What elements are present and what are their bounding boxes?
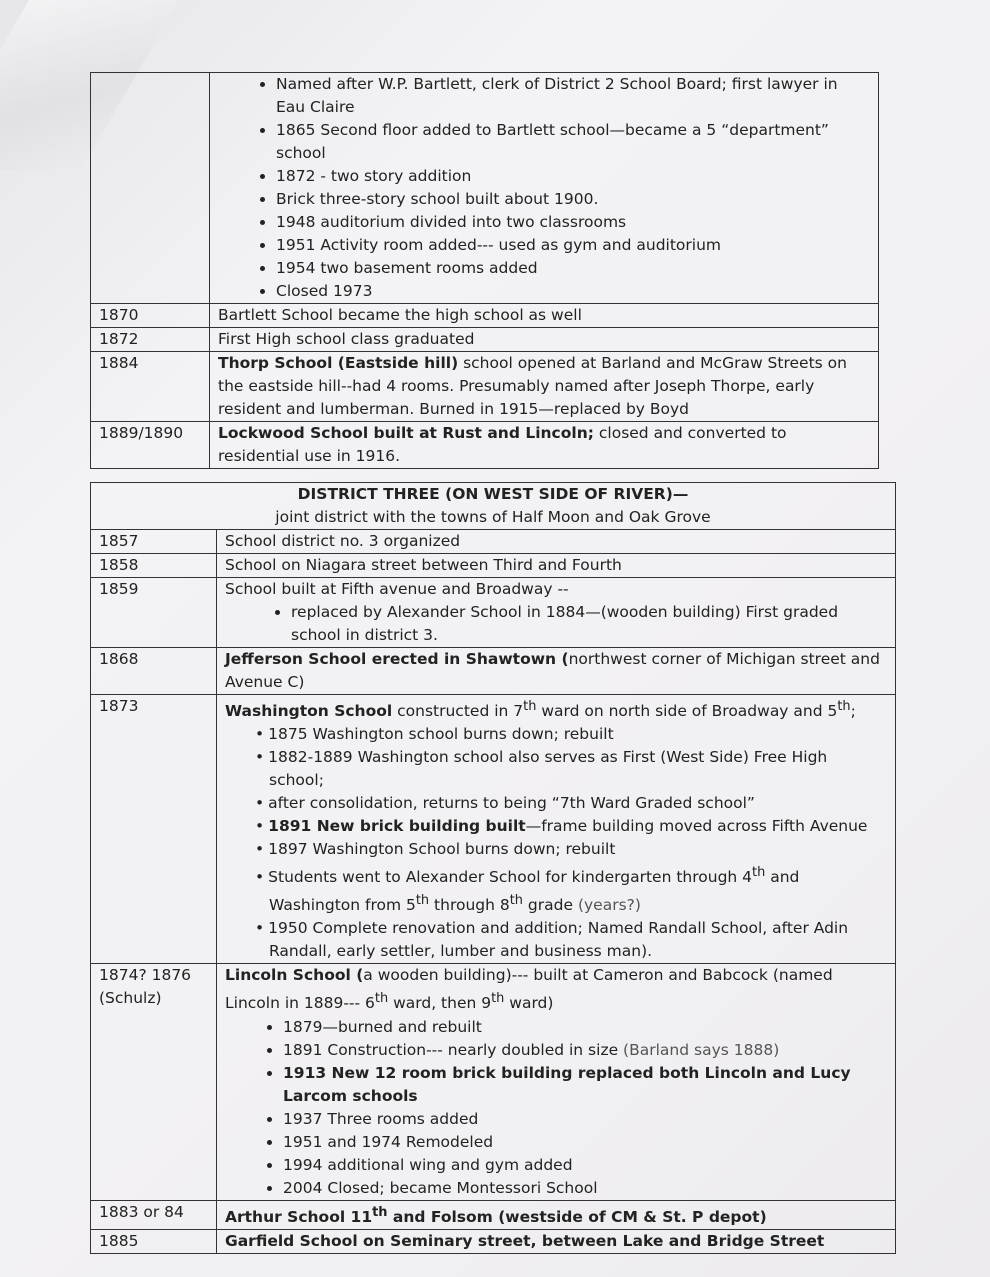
bold-text: 1891 New brick building built <box>268 817 526 836</box>
superscript: th <box>837 699 851 714</box>
year-cell: 1884 <box>91 352 210 422</box>
year-cell: 1885 <box>91 1229 217 1253</box>
year-cell: 1889/1890 <box>91 422 210 469</box>
detail-cell <box>217 1200 896 1229</box>
detail-text: ward on north side of Broadway and 5 <box>536 702 838 721</box>
superscript: th <box>491 991 505 1007</box>
list-item <box>269 861 887 917</box>
school-name: Lockwood School built at Rust and Lincoln; <box>218 424 594 442</box>
list-item: • 1872 - two story addition <box>276 165 870 188</box>
list-item: • 1950 Complete renovation and addition; Named Randall School, after Adin Randall, early settler, lumber and business man). <box>269 917 887 963</box>
table-row <box>91 648 896 695</box>
district-title: DISTRICT THREE (ON WEST SIDE OF RIVER)— <box>297 485 689 503</box>
detail-text: ; <box>850 702 856 721</box>
detail-text: ward) <box>504 994 554 1013</box>
superscript: th <box>372 1204 388 1220</box>
detail-text: closed and converted to residential use in 1916. <box>218 424 787 465</box>
school-name: Jefferson School erected in Shawtown ( <box>225 650 569 668</box>
detail-cell: School on Niagara street between Third and Fourth <box>217 554 896 578</box>
detail-cell: School district no. 3 organized <box>217 530 896 554</box>
list-item: • 1879—burned and rebuilt <box>283 1016 887 1039</box>
school-name <box>225 1204 767 1226</box>
list-item: • 1951 Activity room added--- used as gym and auditorium <box>276 234 870 257</box>
detail-text: Students went to Alexander School for kindergarten through 4 <box>268 868 753 887</box>
detail-text: school opened at Barland and McGraw Streets on the eastside hill--had 4 rooms. Presumably named after Joseph Thorpe, early resident and lumberman. Burned in 1915—replaced by Boyd <box>218 354 847 418</box>
year-cell: 1873 <box>91 695 217 964</box>
year-cell: 1870 <box>91 304 210 328</box>
detail-text: constructed in 7 <box>392 702 524 721</box>
list-item: • replaced by Alexander School in 1884—(wooden building) First graded school in district 3. <box>291 601 887 647</box>
detail-text: grade <box>523 896 578 915</box>
bold-text: and Folsom (westside of CM & St. P depot) <box>387 1207 767 1226</box>
district-three-table <box>90 482 896 1254</box>
year-cell: 1872 <box>91 328 210 352</box>
year-cell: 1858 <box>91 554 217 578</box>
list-item: • 1865 Second floor added to Bartlett school—became a 5 “department” school <box>276 119 870 165</box>
detail-text: a wooden building)--- built at Cameron and Babcock (named Lincoln in 1889--- 6 <box>225 966 833 1013</box>
district-subtitle: joint district with the towns of Half Moon and Oak Grove <box>275 508 711 526</box>
table-row <box>91 73 879 304</box>
table-row <box>91 1200 896 1229</box>
bullet-list <box>225 723 887 963</box>
detail-cell <box>217 964 896 1200</box>
superscript: th <box>509 893 523 909</box>
year-cell <box>91 73 210 304</box>
detail-cell <box>217 648 896 695</box>
detail-cell: First High school class graduated <box>210 328 879 352</box>
year-cell: 1883 or 84 <box>91 1200 217 1229</box>
table-row <box>91 422 879 469</box>
superscript: th <box>752 865 766 881</box>
table-row <box>91 554 896 578</box>
table-row <box>91 695 896 964</box>
year-cell: 1874? 1876 (Schulz) <box>91 964 217 1200</box>
list-item: • 2004 Closed; became Montessori School <box>283 1177 887 1200</box>
detail-text: School built at Fifth avenue and Broadway -- <box>225 580 569 598</box>
table-row <box>91 530 896 554</box>
list-item: • 1875 Washington school burns down; rebuilt <box>269 723 887 746</box>
table-row <box>91 304 879 328</box>
detail-text: —frame building moved across Fifth Avenue <box>525 817 868 836</box>
bullet-list <box>225 601 887 647</box>
table-row <box>91 1229 896 1253</box>
table-row <box>91 352 879 422</box>
detail-text: and Washington from 5 <box>269 868 800 915</box>
detail-cell: Bartlett School became the high school as well <box>210 304 879 328</box>
list-item: • Brick three-story school built about 1900. <box>276 188 870 211</box>
detail-cell <box>210 422 879 469</box>
school-name: Garfield School on Seminary street, between Lake and Bridge Street <box>225 1231 825 1250</box>
list-item: • 1954 two basement rooms added <box>276 257 870 280</box>
list-item: • Closed 1973 <box>276 280 870 303</box>
detail-cell <box>210 352 879 422</box>
superscript: th <box>523 699 537 714</box>
list-item <box>283 1062 887 1108</box>
detail-text: (Barland says 1888) <box>623 1040 780 1059</box>
list-item: • 1948 auditorium divided into two classrooms <box>276 211 870 234</box>
year-cell: 1857 <box>91 530 217 554</box>
detail-cell <box>217 578 896 648</box>
table-row <box>91 578 896 648</box>
school-name: Washington School <box>225 702 393 721</box>
superscript: th <box>374 991 389 1007</box>
detail-text: northwest corner of Michigan street and Avenue C) <box>225 650 880 691</box>
detail-cell <box>217 1229 896 1253</box>
school-name: Lincoln School ( <box>225 966 364 985</box>
school-name: Thorp School (Eastside hill) <box>218 354 459 372</box>
detail-cell <box>210 73 879 304</box>
table-header <box>91 483 896 530</box>
list-item <box>283 1039 887 1062</box>
detail-text: through 8 <box>429 896 510 915</box>
detail-cell <box>217 695 896 964</box>
bullet-list <box>218 73 870 303</box>
table-header-row <box>91 483 896 530</box>
bullet-list <box>225 1016 887 1200</box>
bold-text: 1913 New 12 room brick building replaced both Lincoln and Lucy Larcom schools <box>283 1063 851 1105</box>
detail-text: ward, then 9 <box>388 994 492 1013</box>
list-item: • 1951 and 1974 Remodeled <box>283 1131 887 1154</box>
table-row <box>91 964 896 1200</box>
superscript: th <box>415 893 430 909</box>
list-item: • after consolidation, returns to being “7th Ward Graded school” <box>269 792 887 815</box>
bold-text: Arthur School 11 <box>225 1207 373 1226</box>
table-row <box>91 328 879 352</box>
list-item: • 1882-1889 Washington school also serves as First (West Side) Free High school; <box>269 746 887 792</box>
list-item: • 1937 Three rooms added <box>283 1108 887 1131</box>
list-item: • Named after W.P. Bartlett, clerk of District 2 School Board; first lawyer in Eau Claire <box>276 73 870 119</box>
list-item: • 1897 Washington School burns down; rebuilt <box>269 838 887 861</box>
detail-text: (years?) <box>577 896 641 915</box>
year-cell: 1868 <box>91 648 217 695</box>
detail-text: 1891 Construction--- nearly doubled in size <box>283 1040 624 1059</box>
district-two-table <box>90 72 879 469</box>
list-item: • 1994 additional wing and gym added <box>283 1154 887 1177</box>
year-cell: 1859 <box>91 578 217 648</box>
list-item <box>269 815 887 838</box>
